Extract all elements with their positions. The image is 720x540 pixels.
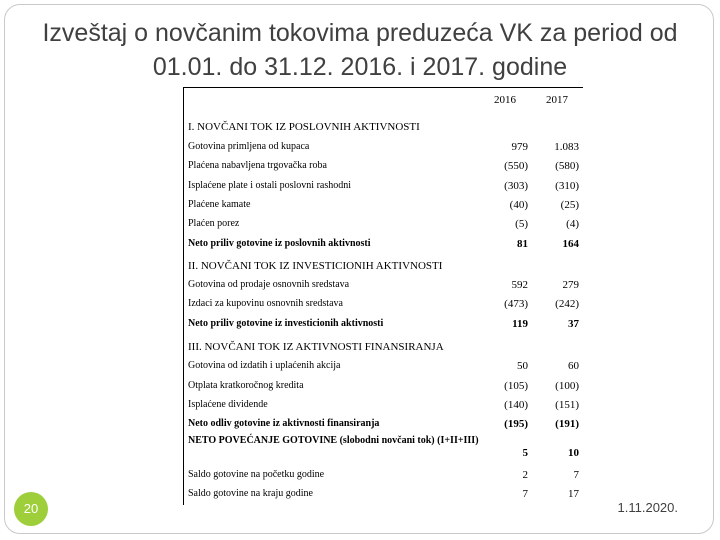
- year-2017-header: 2017: [546, 94, 568, 106]
- value-2017: 164: [562, 238, 579, 250]
- value-2017: (191): [555, 418, 579, 430]
- value-2017: (580): [555, 160, 579, 172]
- value-2016: 592: [511, 279, 528, 291]
- value-2016: 81: [517, 238, 528, 250]
- row-label: Otplata kratkoročnog kredita: [188, 380, 304, 391]
- row-label: Gotovina od izdatih i uplaćenih akcija: [188, 360, 341, 371]
- value-2016: 979: [511, 141, 528, 153]
- value-2016: (40): [509, 199, 528, 211]
- year-2016-header: 2016: [494, 94, 516, 106]
- slide-number-badge: 20: [14, 492, 48, 526]
- row-label: Plaćena nabavljena trgovačka roba: [188, 160, 327, 171]
- slide-date: 1.11.2020.: [617, 500, 678, 515]
- row-label: Saldo gotovine na početku godine: [188, 469, 325, 480]
- row-label: Plaćen porez: [188, 218, 240, 229]
- value-2016: 2: [522, 469, 528, 481]
- value-2016: (473): [504, 298, 528, 310]
- row-label: I. NOVČANI TOK IZ POSLOVNIH AKTIVNOSTI: [188, 121, 420, 133]
- value-2016: 5: [522, 447, 528, 459]
- row-label: II. NOVČANI TOK IZ INVESTICIONIH AKTIVNOSTI: [188, 260, 443, 272]
- row-label: Gotovina od prodaje osnovnih sredstava: [188, 279, 350, 290]
- row-label: Saldo gotovine na kraju godine: [188, 488, 313, 499]
- value-2017: 37: [568, 318, 579, 330]
- value-2017: 7: [573, 469, 579, 481]
- value-2017: 17: [568, 488, 579, 500]
- row-label: Plaćene kamate: [188, 199, 251, 210]
- row-label: NETO POVEĆANJE GOTOVINE (slobodni novčani tok) (I+II+III): [188, 435, 479, 446]
- value-2016: 7: [522, 488, 528, 500]
- row-label: III. NOVČANI TOK IZ AKTIVNOSTI FINANSIRANJA: [188, 341, 444, 353]
- value-2016: 50: [517, 360, 528, 372]
- row-label: Neto odliv gotovine iz aktivnosti finansiranja: [188, 418, 380, 429]
- row-label: Gotovina primljena od kupaca: [188, 141, 310, 152]
- value-2016: (5): [515, 218, 528, 230]
- value-2016: (550): [504, 160, 528, 172]
- value-2017: (25): [560, 199, 579, 211]
- value-2017: (100): [555, 380, 579, 392]
- value-2017: (242): [555, 298, 579, 310]
- slide-title: Izveštaj o novčanim tokovima preduzeća VK za period od 01.01. do 31.12. 2016. i 2017. godine: [42, 19, 678, 81]
- value-2016: (303): [504, 180, 528, 192]
- value-2017: 60: [568, 360, 579, 372]
- row-label: Neto priliv gotovine iz investicionih aktivnosti: [188, 318, 384, 329]
- value-2017: 1.083: [554, 141, 579, 153]
- value-2016: (140): [504, 399, 528, 411]
- value-2017: (310): [555, 180, 579, 192]
- value-2016: (105): [504, 380, 528, 392]
- value-2017: 279: [562, 279, 579, 291]
- value-2016: 119: [512, 318, 528, 330]
- row-label: Neto priliv gotovine iz poslovnih aktivnosti: [188, 238, 371, 249]
- row-label: Isplaćene plate i ostali poslovni rashodni: [188, 180, 352, 191]
- row-label: Izdaci za kupovinu osnovnih sredstava: [188, 298, 343, 309]
- value-2017: (151): [555, 399, 579, 411]
- cash-flow-table: [183, 87, 583, 505]
- value-2017: (4): [566, 218, 579, 230]
- row-label: Isplaćene dividende: [188, 399, 268, 410]
- value-2017: 10: [568, 447, 579, 459]
- value-2016: (195): [504, 418, 528, 430]
